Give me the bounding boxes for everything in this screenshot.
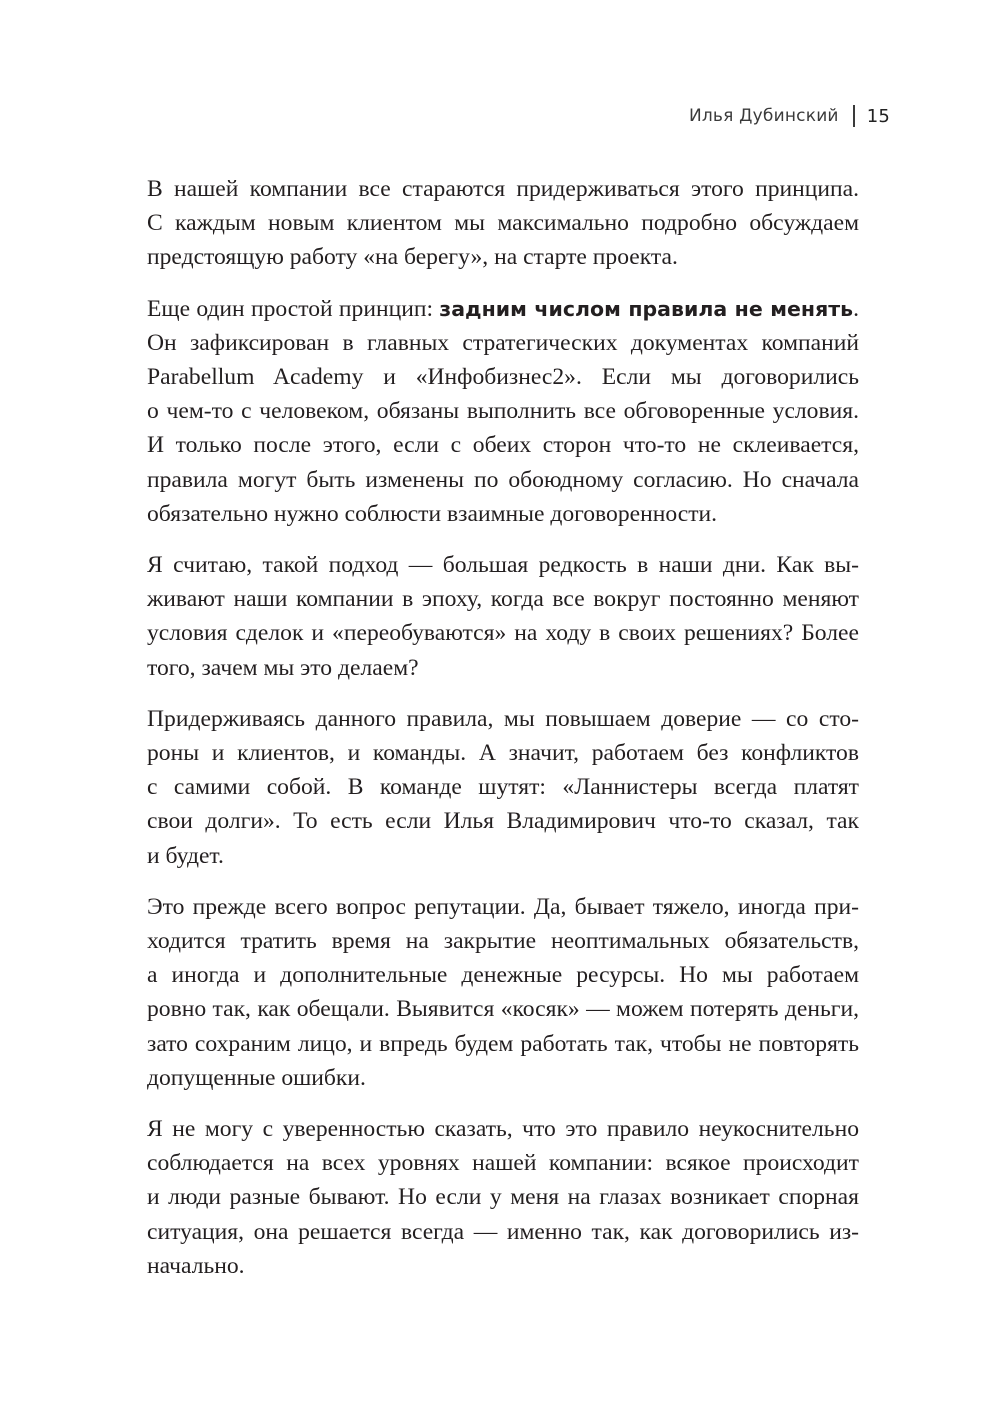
text-line: В нашей компании все стараются придерживаться этого принципа. [147, 176, 859, 202]
text-line: свои долги». То есть если Илья Владимирович что-то сказал, так [147, 808, 859, 835]
text-line: обязательно нужно соблюсти взаимные договоренности. [147, 500, 718, 527]
paragraph [147, 292, 859, 531]
text-run: Еще один простой принцип: [147, 295, 440, 322]
paragraph [147, 548, 859, 685]
paragraph [147, 702, 859, 873]
body-text [147, 172, 859, 1300]
text-line: ходится тратить время на закрытие неоптимальных обязательств, [147, 928, 859, 955]
text-line [147, 292, 859, 326]
text-line: допущенные ошибки. [147, 1064, 366, 1091]
text-line: И только после этого, если с обеих сторон что-то не склеивается, [147, 432, 859, 459]
author-name: Илья Дубинский [688, 106, 839, 126]
text-line: правила могут быть изменены по обоюдному согласию. Но сначала [147, 466, 859, 493]
text-run: . [853, 295, 859, 322]
text-line: того, зачем мы это делаем? [147, 654, 419, 681]
text-line: живают наши компании в эпоху, когда все вокруг постоянно меняют [147, 586, 859, 613]
text-line: и люди разные бывают. Но если у меня на глазах возникает спорная [147, 1184, 859, 1211]
text-line: С каждым новым клиентом мы максимально подробно обсуждаем [147, 210, 859, 237]
bold-emphasis: задним числом правила не менять [439, 296, 854, 321]
paragraph [147, 172, 859, 275]
text-line: и будет. [147, 842, 224, 869]
text-line: Это прежде всего вопрос репутации. Да, бывает тяжело, иногда при- [147, 893, 859, 920]
text-line: начально. [147, 1252, 245, 1279]
text-line: о чем-то с человеком, обязаны выполнить все обговоренные условия. [147, 398, 859, 425]
text-line: с самими собой. В команде шутят: «Ланнистеры всегда платят [147, 774, 859, 801]
text-line: роны и клиентов, и команды. А значит, работаем без конфликтов [147, 740, 859, 767]
text-line: ровно так, как обещали. Выявится «косяк» — можем потерять деньги, [147, 996, 859, 1023]
text-line: Я не могу с уверенностью сказать, что это правило неукоснительно [147, 1116, 859, 1143]
text-line: условия сделок и «переобуваются» на ходу в своих решениях? Более [147, 620, 859, 647]
text-line: Придерживаясь данного правила, мы повышаем доверие — со сто- [147, 705, 859, 732]
paragraph [147, 890, 859, 1095]
text-line: а иногда и дополнительные денежные ресурсы. Но мы работаем [147, 962, 859, 989]
paragraph [147, 1112, 859, 1283]
running-header [689, 101, 890, 131]
text-line: ситуация, она решается всегда — именно так, как договорились из- [147, 1218, 859, 1245]
text-line: Parabellum Academy и «Инфобизнес2». Если мы договорились [147, 364, 859, 391]
header-divider [853, 105, 855, 127]
text-line: зато сохраним лицо, и впредь будем работать так, чтобы не повторять [147, 1030, 859, 1057]
text-line: Он зафиксирован в главных стратегических документах компаний [147, 329, 859, 356]
text-line: соблюдается на всех уровнях нашей компании: всякое происходит [147, 1150, 859, 1177]
text-line: предстоящую работу «на берегу», на старте проекта. [147, 244, 678, 271]
text-line: Я считаю, такой подход — большая редкость в наши дни. Как вы- [147, 552, 859, 579]
page-number: 15 [866, 105, 890, 127]
